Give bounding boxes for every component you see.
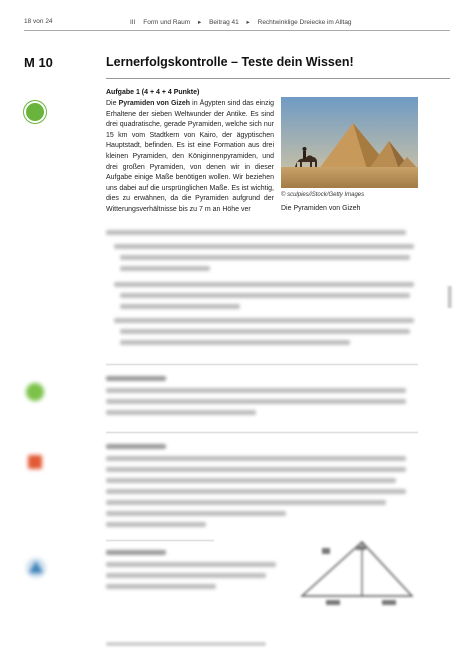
side-imprint: ▮▮▮▮▮▮▮▮	[447, 285, 453, 308]
level-orange-icon	[28, 455, 42, 469]
triangle-diagram	[300, 536, 420, 611]
page-number: 18 von 24	[24, 18, 53, 25]
breadcrumb-separator: ▸	[246, 19, 250, 26]
breadcrumb-part: Rechtwinklige Dreiecke im Alltag	[257, 19, 352, 26]
breadcrumb-separator: ▸	[198, 19, 202, 26]
photo-caption: Die Pyramiden von Gizeh	[281, 205, 361, 212]
section-divider	[106, 540, 214, 541]
level-blue-icon	[26, 558, 46, 578]
task-1-text-bold: Pyramiden von Gizeh	[118, 100, 191, 107]
photo-credit: © sculpies/iStock/Getty Images	[281, 192, 365, 198]
breadcrumb-part: Beitrag 41	[209, 19, 239, 26]
task-1-heading: Aufgabe 1 (4 + 4 + 4 Punkte)	[106, 89, 200, 96]
level-green-icon	[26, 103, 44, 121]
section-divider	[106, 432, 418, 433]
title-divider	[106, 78, 450, 79]
level-green-icon	[26, 383, 44, 401]
task-1-text-prefix: Die	[106, 100, 119, 107]
breadcrumb	[130, 18, 358, 26]
header-divider	[24, 30, 450, 31]
breadcrumb-part: Form und Raum	[143, 19, 191, 26]
task-1-text-rest: in Ägypten sind das einzig Erhaltene der sieben Weltwunder der Antike. Es sind drei quadratische, gerade Pyramiden, welche sich nur 15 km vom Stadtkern von Kairo, der ägyptischen Hauptstadt, befinden. Es ist eine Formation aus drei kleinen Pyramiden, den Königinnenpyramiden, und drei großen Pyramiden, von denen wir in dieser Aufgabe einige Maße benötigen wollen. Wir beziehen uns dabei auf die ursprünglichen Maße. Es ist wichtig, dies zu erwähnen, da die Pyramiden aufgrund der Witterungsverhältnisse bis zu 7 m an Höhe ver	[106, 100, 275, 213]
pyramids-photo	[281, 97, 418, 188]
page-footer	[106, 642, 266, 646]
breadcrumb-part: III	[130, 19, 136, 26]
module-code: M 10	[24, 55, 53, 70]
section-divider	[106, 364, 418, 365]
task-1-text	[106, 99, 274, 216]
module-title: Lernerfolgskontrolle – Teste dein Wissen!	[106, 55, 354, 69]
